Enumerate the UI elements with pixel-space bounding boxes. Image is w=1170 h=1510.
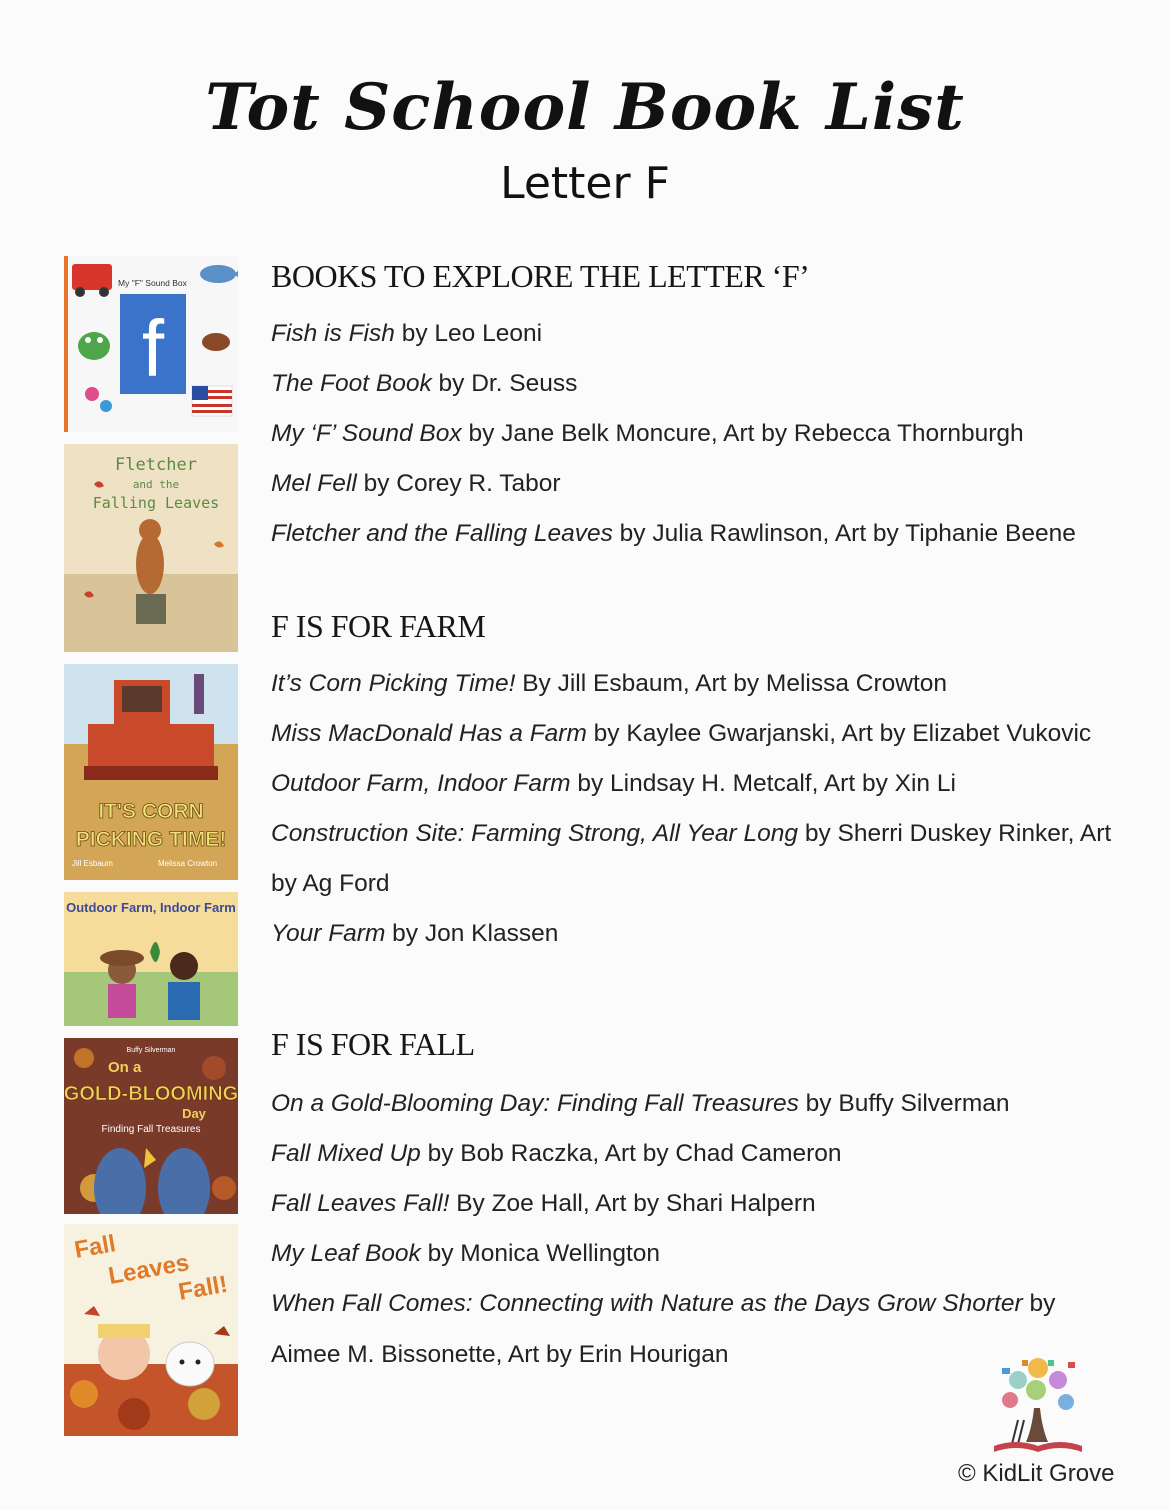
- cover-3-author: Jill Esbaum: [72, 859, 113, 868]
- cover-2-line3: Falling Leaves: [92, 494, 220, 512]
- cover-1-letter: f: [141, 304, 165, 393]
- cover-3-line2: PICKING TIME!: [75, 828, 227, 851]
- cover-5-line4: Finding Fall Treasures: [101, 1124, 201, 1135]
- cover-3-line1: IT'S CORN: [98, 800, 204, 823]
- list-item: Miss MacDonald Has a Farm by Kaylee Gwarjanski, Art by Elizabet Vukovic: [271, 720, 1092, 747]
- section-heading-letter-f: BOOKS TO EXPLORE THE LETTER ‘F’: [271, 258, 810, 294]
- section-heading-fall: F IS FOR FALL: [271, 1026, 475, 1062]
- cover-outdoor-farm[interactable]: [64, 892, 238, 1026]
- cover-5-line2: GOLD-BLOOMING: [64, 1083, 238, 1105]
- list-item: It’s Corn Picking Time! By Jill Esbaum, Art by Melissa Crowton: [271, 670, 948, 697]
- cover-fletcher[interactable]: [64, 444, 238, 652]
- list-item-continuation: Aimee M. Bissonette, Art by Erin Hourigan: [271, 1341, 729, 1368]
- list-item: My ‘F’ Sound Box by Jane Belk Moncure, Art by Rebecca Thornburgh: [271, 420, 1024, 447]
- cover-6-line1: Fall: [72, 1230, 118, 1264]
- cover-6-line3: Fall!: [176, 1270, 230, 1306]
- cover-2-line1: Fletcher: [115, 455, 197, 475]
- cover-1-title: My "F" Sound Box: [118, 278, 187, 288]
- list-item: When Fall Comes: Connecting with Nature as the Days Grow Shorter by: [271, 1290, 1056, 1317]
- cover-gold-blooming[interactable]: [64, 1038, 238, 1214]
- list-item-continuation: by Ag Ford: [271, 870, 390, 897]
- list-item: Fletcher and the Falling Leaves by Julia Rawlinson, Art by Tiphanie Beene: [271, 520, 1076, 547]
- cover-fall-leaves-fall[interactable]: [64, 1224, 238, 1436]
- cover-5-line3: Day: [182, 1106, 206, 1121]
- cover-corn-picking[interactable]: [64, 664, 238, 880]
- section-heading-farm: F IS FOR FARM: [271, 608, 486, 644]
- cover-my-f-sound-box[interactable]: [64, 256, 238, 432]
- page-title: Tot School Book List: [205, 70, 965, 145]
- list-item: Fish is Fish by Leo Leoni: [271, 320, 543, 347]
- cover-6-line2: Leaves: [106, 1249, 192, 1290]
- tree-book-icon: [988, 1350, 1088, 1458]
- cover-2-line2: and the: [132, 478, 180, 491]
- cover-4-title: Outdoor Farm, Indoor Farm: [66, 900, 236, 915]
- page-subtitle: Letter F: [500, 158, 670, 209]
- list-item: Fall Leaves Fall! By Zoe Hall, Art by Shari Halpern: [271, 1190, 816, 1217]
- cover-5-line1: On a: [108, 1059, 142, 1076]
- list-item: Fall Mixed Up by Bob Raczka, Art by Chad Cameron: [271, 1140, 842, 1167]
- cover-3-illustrator: Melissa Crowton: [158, 859, 218, 868]
- list-item: Outdoor Farm, Indoor Farm by Lindsay H. Metcalf, Art by Xin Li: [271, 770, 956, 797]
- list-item: My Leaf Book by Monica Wellington: [271, 1240, 661, 1267]
- list-item: On a Gold-Blooming Day: Finding Fall Treasures by Buffy Silverman: [271, 1090, 1010, 1117]
- list-item: The Foot Book by Dr. Seuss: [271, 370, 578, 397]
- list-item: Construction Site: Farming Strong, All Year Long by Sherri Duskey Rinker, Art: [271, 820, 1112, 847]
- list-item: Mel Fell by Corey R. Tabor: [271, 470, 561, 497]
- svg-text:Buffy Silverman: Buffy Silverman: [126, 1047, 176, 1054]
- list-item: Your Farm by Jon Klassen: [271, 920, 559, 947]
- copyright: © KidLit Grove: [958, 1460, 1115, 1487]
